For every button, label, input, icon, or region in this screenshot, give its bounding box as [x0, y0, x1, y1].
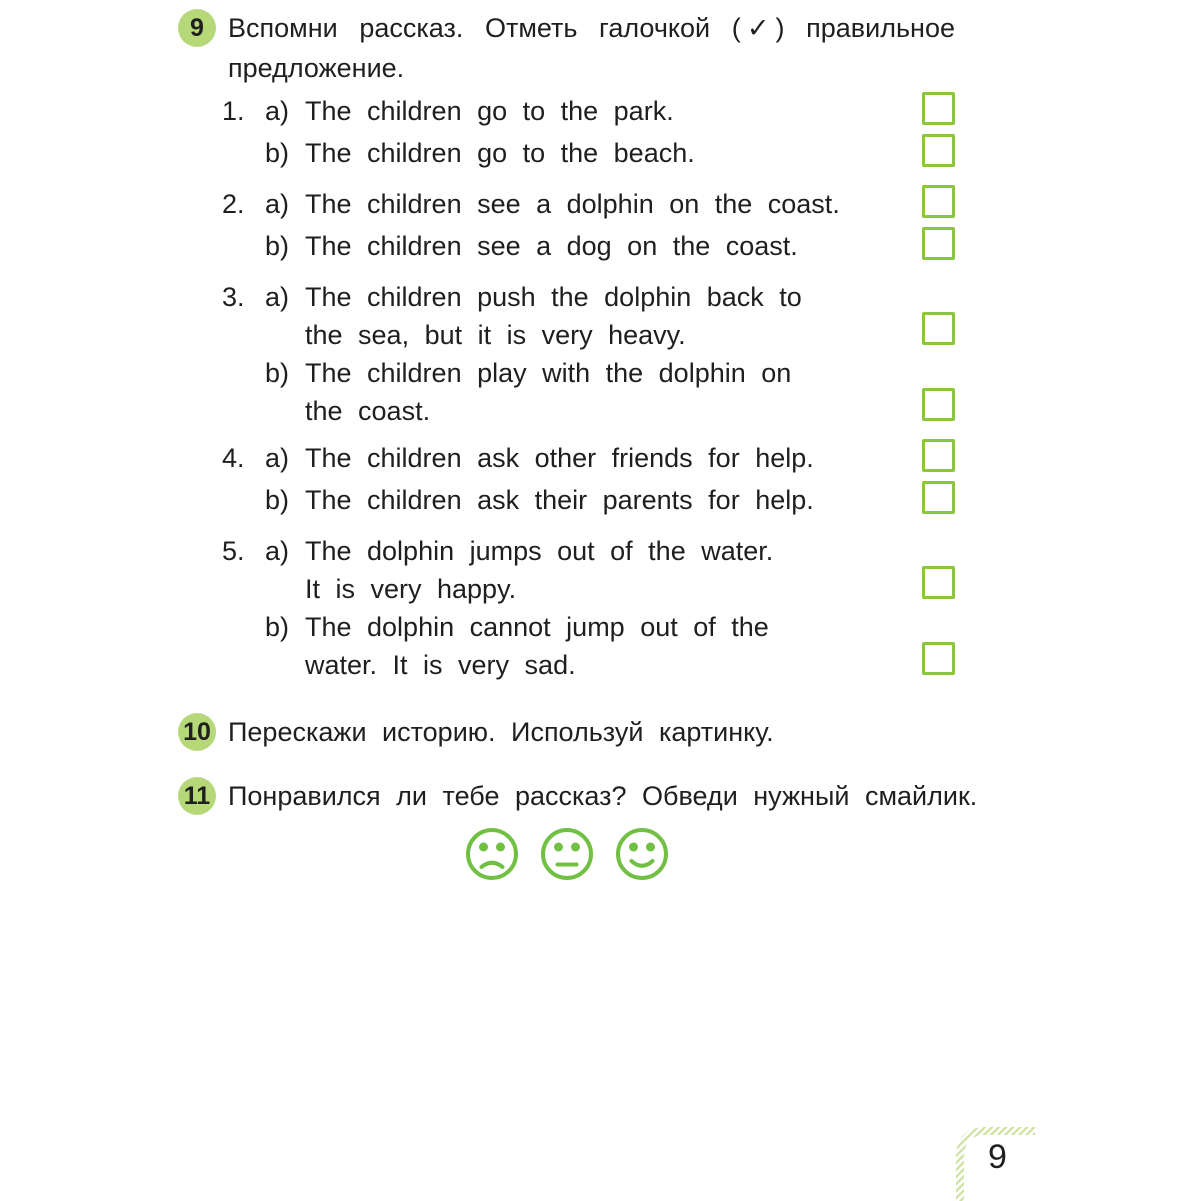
- checkbox-4a[interactable]: [922, 439, 955, 472]
- task-number-badge: 10: [178, 713, 216, 751]
- option-text: [305, 185, 910, 223]
- option-row-2b: [222, 227, 955, 269]
- option-row-1b: [222, 134, 955, 176]
- checkbox-1b[interactable]: [922, 134, 955, 167]
- list-item-2: [222, 185, 955, 269]
- list-item-5: [222, 532, 955, 684]
- option-text-line: The children ask other friends for help.: [305, 443, 814, 473]
- option-text-line: The children ask their parents for help.: [305, 485, 814, 515]
- option-text-line: The children go to the park.: [305, 96, 674, 126]
- option-text-line: It is very happy.: [305, 574, 517, 604]
- item-number: 4.: [222, 443, 245, 473]
- smiley-row: [178, 826, 955, 882]
- task-9-instruction: Вспомни рассказ. Отметь галочкой (✓) правильное предложение.: [228, 13, 955, 83]
- checkbox-4b[interactable]: [922, 481, 955, 514]
- option-row-1a: [222, 92, 955, 134]
- checkbox-2a[interactable]: [922, 185, 955, 218]
- task-10: [178, 712, 955, 752]
- option-text-line: The children play with the dolphin on: [305, 358, 792, 388]
- option-row-4a: [222, 439, 955, 481]
- option-letter: a): [265, 443, 290, 473]
- option-letter: a): [265, 282, 290, 312]
- checkbox-3a[interactable]: [922, 312, 955, 345]
- option-text: [305, 134, 910, 172]
- option-text: [305, 278, 910, 354]
- item-number: 3.: [222, 282, 245, 312]
- option-text: [305, 481, 910, 519]
- option-row-3b: [222, 354, 955, 430]
- option-row-5a: [222, 532, 955, 608]
- option-text-line: water. It is very sad.: [305, 650, 576, 680]
- option-text-line: the coast.: [305, 396, 431, 426]
- option-text-line: The dolphin jumps out of the water.: [305, 536, 774, 566]
- checkbox-5b[interactable]: [922, 642, 955, 675]
- task-10-instruction: Перескажи историю. Используй картинку.: [228, 717, 774, 747]
- option-text: [305, 532, 910, 608]
- option-text-line: The children push the dolphin back to: [305, 282, 802, 312]
- option-text: [305, 608, 910, 684]
- item-number: 2.: [222, 189, 245, 219]
- option-row-4b: [222, 481, 955, 523]
- task-9: [178, 8, 955, 88]
- option-letter: b): [265, 138, 290, 168]
- task-number-badge: 11: [178, 777, 216, 815]
- checkbox-2b[interactable]: [922, 227, 955, 260]
- option-letter: b): [265, 485, 290, 515]
- option-text-line: the sea, but it is very heavy.: [305, 320, 686, 350]
- option-letter: a): [265, 536, 290, 566]
- item-number: 1.: [222, 96, 245, 126]
- option-text: [305, 227, 910, 265]
- option-row-3a: [222, 278, 955, 354]
- option-row-5b: [222, 608, 955, 684]
- option-letter: a): [265, 96, 290, 126]
- option-text-line: The children see a dog on the coast.: [305, 231, 798, 261]
- option-text: [305, 439, 910, 477]
- exercise-9-list: [222, 92, 955, 684]
- option-letter: b): [265, 612, 290, 642]
- option-text: [305, 354, 910, 430]
- task-11: [178, 776, 978, 816]
- option-text: [305, 92, 910, 130]
- task-11-instruction: Понравился ли тебе рассказ? Обведи нужный смайлик.: [228, 781, 978, 811]
- option-text-line: The children see a dolphin on the coast.: [305, 189, 840, 219]
- checkbox-3b[interactable]: [922, 388, 955, 421]
- option-text-line: The children go to the beach.: [305, 138, 695, 168]
- option-text-line: The dolphin cannot jump out of the: [305, 612, 769, 642]
- sad-smiley-icon[interactable]: [464, 826, 520, 882]
- happy-smiley-icon[interactable]: [614, 826, 670, 882]
- option-row-2a: [222, 185, 955, 227]
- option-letter: a): [265, 189, 290, 219]
- option-letter: b): [265, 358, 290, 388]
- checkbox-1a[interactable]: [922, 92, 955, 125]
- checkbox-5a[interactable]: [922, 566, 955, 599]
- item-number: 5.: [222, 536, 245, 566]
- list-item-1: [222, 92, 955, 176]
- page-number: 9: [988, 1138, 1007, 1176]
- task-number-badge: 9: [178, 9, 216, 47]
- list-item-4: [222, 439, 955, 523]
- list-item-3: [222, 278, 955, 430]
- option-letter: b): [265, 231, 290, 261]
- neutral-smiley-icon[interactable]: [539, 826, 595, 882]
